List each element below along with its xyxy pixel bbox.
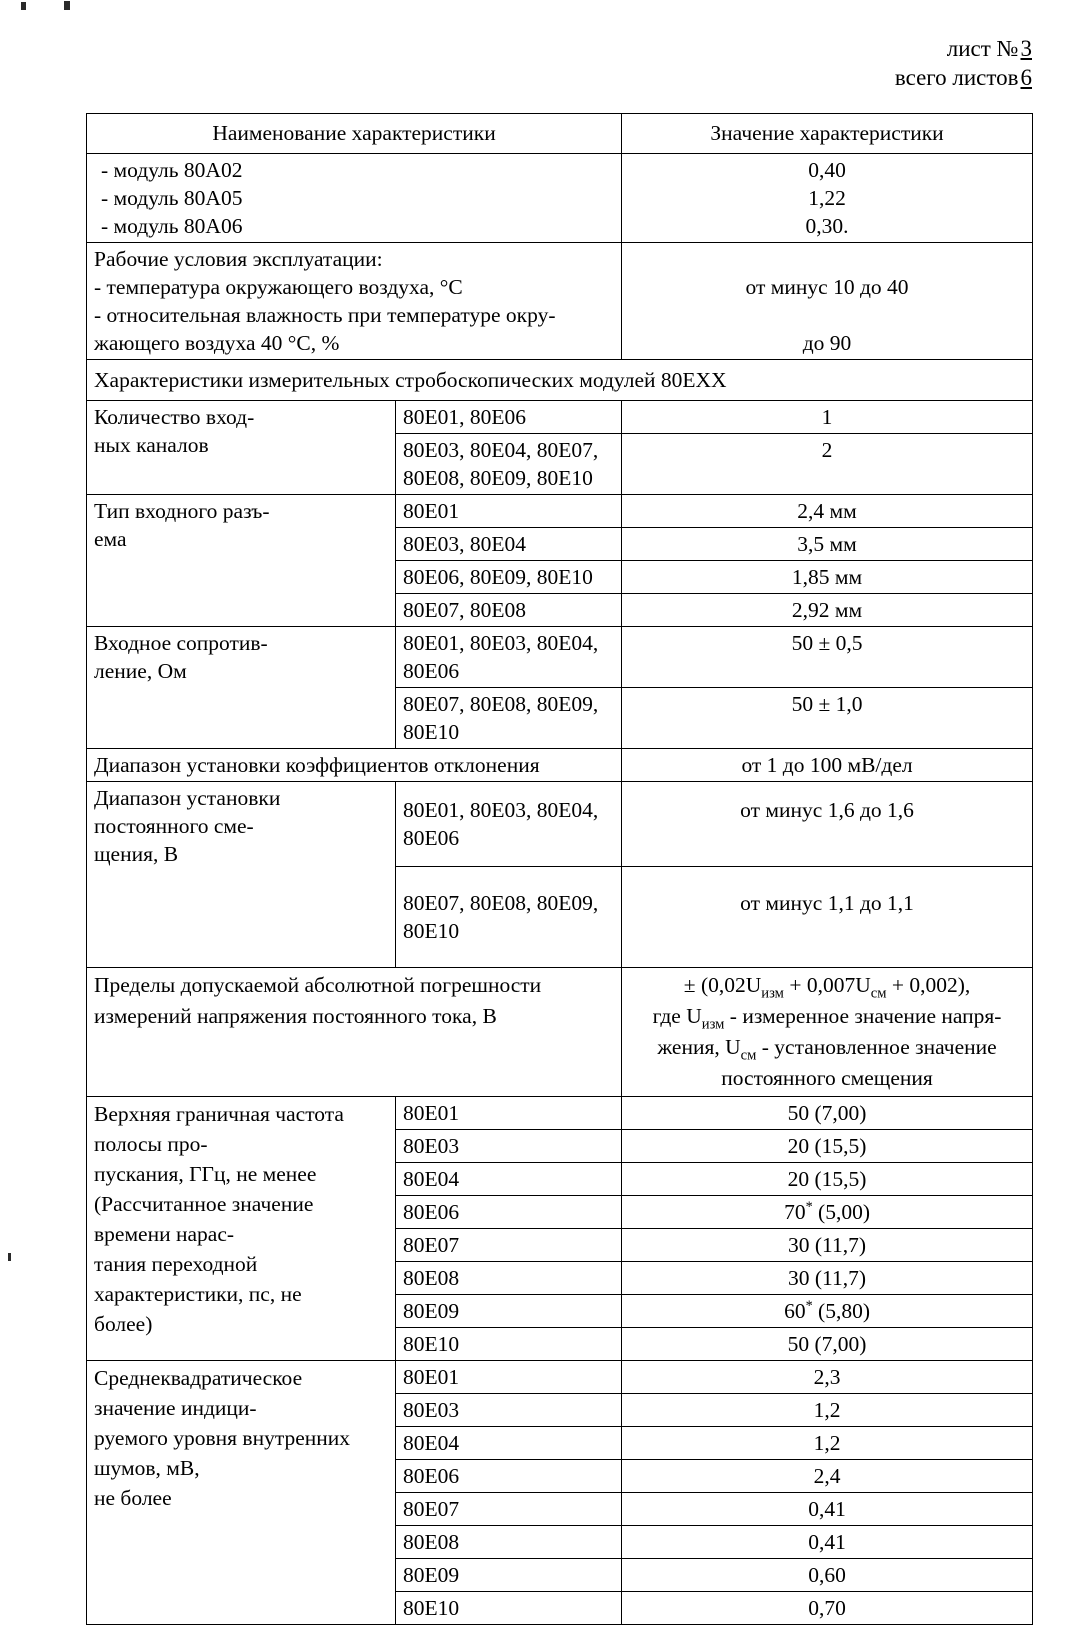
input-channels-modules-1: 80Е01, 80Е06 <box>396 401 622 434</box>
noise-value-3: 1,2 <box>622 1427 1033 1460</box>
bandwidth-value-1: 50 (7,00) <box>622 1097 1033 1130</box>
connector-modules-1: 80Е01 <box>396 495 622 528</box>
offset-value-2: от минус 1,1 до 1,1 <box>622 867 1033 968</box>
table-row-modules <box>87 154 1033 243</box>
bandwidth-module-1: 80Е01 <box>396 1097 622 1130</box>
operating-conditions-humidity-line-2: жающего воздуха 40 °С, % <box>94 331 340 355</box>
module-80a06-label: - модуль 80А06 <box>101 214 243 238</box>
formula-part-b: + 0,007U <box>783 973 871 997</box>
bandwidth-name-line-4: тания переходной характеристики, пс, не <box>94 1252 302 1306</box>
connector-value-3: 1,85 мм <box>622 561 1033 594</box>
offset-modules-2: 80Е07, 80Е08, 80Е09, 80Е10 <box>396 867 622 968</box>
table-row-section-header <box>87 360 1033 401</box>
header-characteristic: Наименование характеристики <box>87 114 622 154</box>
sheet-number: 3 <box>1020 36 1032 61</box>
table-header-row <box>87 114 1033 154</box>
noise-module-6: 80Е08 <box>396 1526 622 1559</box>
operating-conditions-temp-value: от минус 10 до 40 <box>745 275 909 299</box>
noise-value-6: 0,41 <box>622 1526 1033 1559</box>
formula-sub-sm-2: см <box>740 1047 757 1064</box>
bandwidth-name-line-1: Верхняя граничная частота полосы про- <box>94 1102 344 1156</box>
connector-value-4: 2,92 мм <box>622 594 1033 627</box>
bandwidth-value-5: 30 (11,7) <box>622 1229 1033 1262</box>
bandwidth-value-4-post: (5,00) <box>812 1200 870 1224</box>
noise-value-4: 2,4 <box>622 1460 1033 1493</box>
offset-range-name-line-3: щения, В <box>94 842 179 866</box>
bandwidth-value-6: 30 (11,7) <box>622 1262 1033 1295</box>
input-channels-name-line-2: ных каналов <box>94 433 209 457</box>
bandwidth-value-7-post: (5,80) <box>812 1299 870 1323</box>
dc-error-formula-line-4: постоянного смещения <box>721 1066 933 1090</box>
table-row-noise-1 <box>87 1361 1033 1394</box>
dc-error-formula-line-3 <box>629 1032 1025 1063</box>
noise-module-2: 80Е03 <box>396 1394 622 1427</box>
table-row-dc-error <box>87 968 1033 1097</box>
table-row-deflection-range <box>87 749 1033 782</box>
deflection-range-name: Диапазон установки коэффициентов отклонения <box>87 749 622 782</box>
bandwidth-name-line-2: пускания, ГГц, не менее <box>94 1162 317 1186</box>
dc-error-name-cell <box>87 968 622 1097</box>
connector-type-name-cell <box>87 495 396 627</box>
noise-name-line-2: руемого уровня внутренних шумов, мВ, <box>94 1426 351 1480</box>
table-row-connector-1 <box>87 495 1033 528</box>
formula-line3-b: - установленное значение <box>756 1035 997 1059</box>
formula-part-c: + 0,002), <box>886 973 971 997</box>
impedance-modules-1: 80Е01, 80Е03, 80Е04, 80Е06 <box>396 627 622 688</box>
connector-type-name-line-2: ема <box>94 527 127 551</box>
bandwidth-value-4 <box>622 1196 1033 1229</box>
connector-value-1: 2,4 мм <box>622 495 1033 528</box>
input-channels-name-cell <box>87 401 396 495</box>
asterisk-marker-1: * <box>805 1198 813 1215</box>
formula-line3-a: жения, U <box>657 1035 741 1059</box>
offset-modules-1: 80Е01, 80Е03, 80Е04, 80Е06 <box>396 782 622 867</box>
bandwidth-module-2: 80Е03 <box>396 1130 622 1163</box>
section-header-80exx: Характеристики измерительных стробоскопических модулей 80ЕХХ <box>87 360 1033 401</box>
dc-error-name-line-1: Пределы допускаемой абсолютной погрешности <box>94 973 542 997</box>
sheet-label: лист № <box>946 36 1019 61</box>
operating-conditions-title: Рабочие условия эксплуатации: <box>94 247 383 271</box>
table-row-impedance-1 <box>87 627 1033 688</box>
formula-line2-a: где U <box>652 1004 702 1028</box>
noise-name-cell <box>87 1361 396 1625</box>
bandwidth-module-7: 80Е09 <box>396 1295 622 1328</box>
formula-line2-b: - измеренное значение напря- <box>724 1004 1002 1028</box>
bandwidth-module-3: 80Е04 <box>396 1163 622 1196</box>
module-80a05-label: - модуль 80А05 <box>101 186 243 210</box>
dc-error-formula-line-2 <box>629 1001 1025 1032</box>
table-row-offset-1 <box>87 782 1033 867</box>
dc-error-formula-line-1 <box>629 970 1025 1001</box>
bandwidth-value-4-pre: 70 <box>784 1200 806 1224</box>
bandwidth-value-2: 20 (15,5) <box>622 1130 1033 1163</box>
total-sheets-number: 6 <box>1020 65 1032 90</box>
connector-value-2: 3,5 мм <box>622 528 1033 561</box>
noise-value-7: 0,60 <box>622 1559 1033 1592</box>
input-impedance-name-cell <box>87 627 396 749</box>
modules-name-cell <box>87 154 622 243</box>
input-channels-modules-2: 80Е03, 80Е04, 80Е07, 80Е08, 80Е09, 80Е10 <box>396 434 622 495</box>
connector-modules-3: 80Е06, 80Е09, 80Е10 <box>396 561 622 594</box>
modules-value-cell <box>622 154 1033 243</box>
offset-range-name-line-2: постоянного сме- <box>94 814 254 838</box>
operating-conditions-humidity-line-1: - относительная влажность при температуре окру- <box>94 303 556 327</box>
bandwidth-name-cell <box>87 1097 396 1361</box>
dc-error-formula-cell <box>622 968 1033 1097</box>
asterisk-marker-2: * <box>805 1297 813 1314</box>
impedance-modules-2: 80Е07, 80Е08, 80Е09, 80Е10 <box>396 688 622 749</box>
module-80a06-value: 0,30. <box>805 214 849 238</box>
formula-sub-izm-2: изм <box>701 1016 725 1033</box>
connector-modules-4: 80Е07, 80Е08 <box>396 594 622 627</box>
formula-sub-sm-1: см <box>870 985 887 1002</box>
noise-module-8: 80Е10 <box>396 1592 622 1625</box>
noise-module-1: 80Е01 <box>396 1361 622 1394</box>
module-80a02-label: - модуль 80А02 <box>101 158 243 182</box>
bandwidth-name-line-5: более) <box>94 1312 153 1336</box>
formula-sub-izm-1: изм <box>761 985 784 1002</box>
table-row-operating-conditions <box>87 243 1033 360</box>
noise-name-line-1: Среднеквадратическое значение индици- <box>94 1366 303 1420</box>
bandwidth-value-7 <box>622 1295 1033 1328</box>
connector-type-name-line-1: Тип входного разъ- <box>94 499 270 523</box>
scan-artifact-top-left-2 <box>64 1 70 10</box>
total-sheets-line <box>895 63 1032 92</box>
scan-artifact-left-margin <box>8 1253 11 1261</box>
input-channels-name-line-1: Количество вход- <box>94 405 255 429</box>
table-row-bandwidth-1 <box>87 1097 1033 1130</box>
input-impedance-name-line-1: Входное сопротив- <box>94 631 268 655</box>
bandwidth-name-line-3: (Рассчитанное значение времени нарас- <box>94 1192 314 1246</box>
dc-error-name-line-2: измерений напряжения постоянного тока, В <box>94 1004 497 1028</box>
formula-part-a: ± (0,02U <box>683 973 762 997</box>
deflection-range-value: от 1 до 100 мВ/дел <box>622 749 1033 782</box>
bandwidth-value-3: 20 (15,5) <box>622 1163 1033 1196</box>
noise-module-4: 80Е06 <box>396 1460 622 1493</box>
noise-value-1: 2,3 <box>622 1361 1033 1394</box>
total-sheets-label: всего листов <box>894 65 1019 90</box>
scan-artifact-top-left-1 <box>21 2 26 10</box>
table-row-input-channels-1 <box>87 401 1033 434</box>
module-80a05-value: 1,22 <box>808 186 846 210</box>
connector-modules-2: 80Е03, 80Е04 <box>396 528 622 561</box>
impedance-value-2: 50 ± 1,0 <box>622 688 1033 749</box>
noise-value-2: 1,2 <box>622 1394 1033 1427</box>
operating-conditions-name-cell <box>87 243 622 360</box>
input-channels-value-1: 1 <box>622 401 1033 434</box>
noise-module-7: 80Е09 <box>396 1559 622 1592</box>
bandwidth-module-5: 80Е07 <box>396 1229 622 1262</box>
noise-value-5: 0,41 <box>622 1493 1033 1526</box>
offset-value-1: от минус 1,6 до 1,6 <box>622 782 1033 867</box>
page-header <box>895 34 1032 92</box>
bandwidth-value-8: 50 (7,00) <box>622 1328 1033 1361</box>
header-value: Значение характеристики <box>622 114 1033 154</box>
bandwidth-module-4: 80Е06 <box>396 1196 622 1229</box>
noise-value-8: 0,70 <box>622 1592 1033 1625</box>
operating-conditions-humidity-value: до 90 <box>802 331 852 355</box>
impedance-value-1: 50 ± 0,5 <box>622 627 1033 688</box>
noise-module-3: 80Е04 <box>396 1427 622 1460</box>
input-impedance-name-line-2: ление, Ом <box>94 659 187 683</box>
noise-module-5: 80Е07 <box>396 1493 622 1526</box>
noise-name-line-3: не более <box>94 1486 172 1510</box>
specifications-table <box>86 113 1033 1625</box>
offset-range-name-line-1: Диапазон установки <box>94 786 281 810</box>
bandwidth-module-8: 80Е10 <box>396 1328 622 1361</box>
module-80a02-value: 0,40 <box>808 158 846 182</box>
input-channels-value-2: 2 <box>622 434 1033 495</box>
sheet-number-line <box>895 34 1032 63</box>
bandwidth-value-7-pre: 60 <box>784 1299 806 1323</box>
operating-conditions-temp-line: - температура окружающего воздуха, °С <box>94 275 463 299</box>
offset-range-name-cell <box>87 782 396 968</box>
operating-conditions-value-cell <box>622 243 1033 360</box>
bandwidth-module-6: 80Е08 <box>396 1262 622 1295</box>
